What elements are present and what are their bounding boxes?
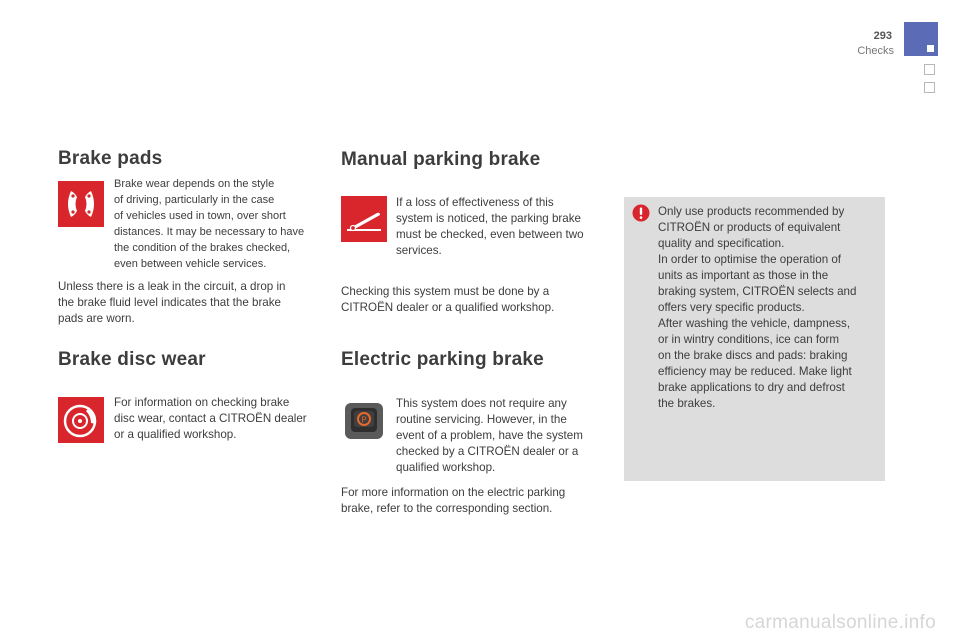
text-line: system is noticed, the parking brake [396, 212, 581, 225]
text-line: quality and specification. [658, 237, 785, 250]
brake-disc-icon [58, 397, 104, 443]
chapter-tab-empty[interactable] [924, 64, 935, 75]
text-line: the condition of the brakes checked, [114, 242, 291, 255]
manual-brake-note [396, 195, 608, 259]
text-line: routine servicing. However, in the [396, 413, 567, 426]
page-number: 293 [873, 30, 892, 42]
text-line: This system does not require any [396, 397, 567, 410]
text-line: distances. It may be necessary to have [114, 226, 305, 239]
text-line: event of a problem, have the system [396, 429, 583, 442]
text-line: pads are worn. [58, 312, 135, 325]
text-line: of vehicles used in town, over short [114, 210, 286, 223]
text-line: the brake fluid level indicates that the brake [58, 296, 281, 309]
section-title-manual-brake: Manual parking brake [341, 149, 541, 170]
text-line: units as important as those in the [658, 269, 829, 282]
text-line: For more information on the electric parking [341, 486, 566, 499]
manual-brake-body [341, 284, 601, 316]
text-line: For information on checking brake [114, 396, 290, 409]
text-line: Brake wear depends on the style [114, 178, 275, 190]
parking-brake-lever-icon [341, 196, 387, 242]
text-line: CITROËN dealer or a qualified workshop. [341, 301, 555, 314]
text-line: Unless there is a leak in the circuit, a drop in [58, 280, 286, 293]
text-line: If a loss of effectiveness of this [396, 196, 554, 209]
text-line: In order to optimise the operation of [658, 253, 842, 266]
text-line: brake applications to dry and defrost [658, 381, 845, 394]
text-line: or a qualified workshop. [114, 428, 237, 441]
text-line: efficiency may be reduced. Make light [658, 365, 852, 378]
text-line: or in wintry conditions, ice can form [658, 333, 840, 346]
electric-brake-note [396, 396, 608, 476]
electric-brake-switch-icon [341, 397, 387, 443]
chapter-tab[interactable] [904, 22, 938, 56]
warning-text [658, 204, 880, 412]
tab-marker [927, 45, 934, 52]
text-line: Only use products recommended by [658, 205, 845, 218]
text-line: the brakes. [658, 397, 716, 410]
text-line: must be checked, even between two [396, 228, 584, 241]
text-line: disc wear, contact a CITROËN dealer [114, 412, 307, 425]
chapter-tab-empty[interactable] [924, 82, 935, 93]
section-title-brake-pads: Brake pads [58, 148, 163, 169]
text-line: checked by a CITROËN dealer or a [396, 445, 579, 458]
text-line: qualified workshop. [396, 461, 496, 474]
section-title-brake-disc: Brake disc wear [58, 349, 206, 370]
text-line: on the brake discs and pads: braking [658, 349, 848, 362]
text-line: Checking this system must be done by a [341, 285, 550, 298]
section-title-electric-brake: Electric parking brake [341, 349, 544, 370]
warning-exclamation-icon [632, 204, 650, 222]
brake-disc-note [114, 395, 329, 443]
brake-pads-icon [58, 181, 104, 227]
brake-pads-body [58, 279, 318, 327]
brake-pads-note [114, 176, 324, 273]
text-line: services. [396, 244, 442, 257]
text-line: even between vehicle services. [114, 258, 267, 271]
electric-brake-body [341, 485, 601, 517]
text-line: CITROËN or products of equivalent [658, 221, 841, 234]
svg-text:P: P [361, 415, 367, 425]
chapter-title: Checks [857, 45, 894, 57]
text-line: of driving, particularly in the case [114, 194, 275, 207]
watermark: carmanualsonline.info [744, 612, 936, 633]
text-line: braking system, CITROËN selects and [658, 285, 857, 298]
text-line: After washing the vehicle, dampness, [658, 317, 851, 330]
text-line: offers very specific products. [658, 301, 805, 314]
text-line: brake, refer to the corresponding section. [341, 502, 553, 515]
